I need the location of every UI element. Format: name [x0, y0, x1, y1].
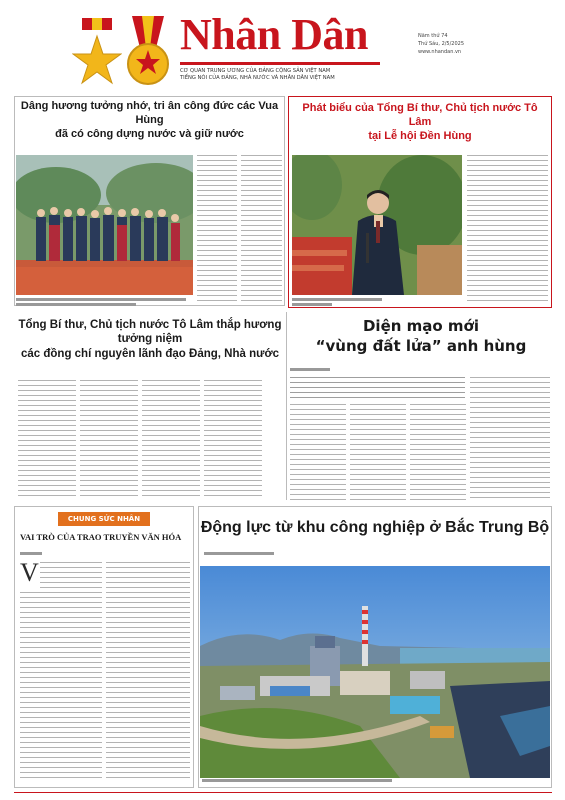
text-column	[40, 562, 102, 588]
text-column	[20, 592, 102, 780]
text-column	[410, 404, 466, 500]
issue-number: Năm thứ 74	[418, 33, 448, 39]
text-column	[467, 155, 548, 303]
title-rule	[180, 62, 380, 65]
speaker-photo	[292, 155, 462, 295]
masthead-subtitle	[180, 68, 385, 82]
text-column	[80, 380, 138, 500]
ceremony-photo-caption	[16, 297, 193, 306]
section-badge: CHUNG SỨC NHÂN	[58, 512, 150, 526]
page-bottom-rule	[14, 792, 552, 793]
article-industry-headline[interactable]: Động lực từ khu công nghiệp ở Bắc Trung Bộ	[200, 519, 550, 536]
speaker-photo-caption	[292, 297, 412, 306]
industrial-park-photo	[200, 566, 550, 778]
headline-line-1: Phát biểu của Tổng Bí thư, Chủ tịch nước Tô Lâm	[302, 102, 538, 128]
dropcap: V	[20, 558, 39, 587]
text-column	[241, 155, 282, 303]
article-culture-headline[interactable]: VAI TRÒ CỦA TRAO TRUYỀN VĂN HÓA	[20, 532, 182, 542]
lead-paragraph	[290, 377, 465, 399]
text-column	[18, 380, 76, 500]
gold-star-emblem-icon	[72, 16, 122, 86]
subtitle-line-1: CƠ QUAN TRUNG ƯƠNG CỦA ĐẢNG CỘNG SẢN VIỆT NAM	[180, 68, 331, 74]
text-column	[204, 380, 262, 500]
article-hung-kings-headline[interactable]	[16, 100, 283, 141]
text-column	[350, 404, 406, 500]
issue-info	[418, 32, 548, 56]
masthead	[0, 0, 565, 98]
industrial-park-photo-caption	[202, 779, 402, 782]
byline	[204, 552, 274, 555]
headline-line-2: “vùng đất lửa” anh hùng	[315, 337, 527, 356]
text-column	[470, 377, 550, 500]
headline-line-2: tại Lễ hội Đền Hùng	[368, 129, 472, 142]
issue-date: Thứ Sáu, 2/5/2025	[418, 41, 465, 47]
headline-line-2: các đồng chí nguyên lãnh đạo Đảng, Nhà nước	[20, 347, 280, 360]
text-column	[290, 404, 346, 500]
article-incense-headline[interactable]	[16, 318, 284, 361]
headline-line-2: đã có công dựng nước và giữ nước	[55, 127, 244, 140]
website: www.nhandan.vn	[418, 49, 462, 55]
article-new-look-headline[interactable]	[290, 316, 552, 357]
text-column	[106, 562, 190, 780]
medal-emblem-icon	[126, 14, 170, 90]
article-speech-headline[interactable]	[290, 102, 550, 143]
ceremony-photo	[16, 155, 193, 295]
newspaper-title: Nhân Dân	[180, 10, 368, 59]
headline-line-1: Diện mạo mới	[362, 317, 480, 335]
text-column	[142, 380, 200, 500]
headline-line-1: Tổng Bí thư, Chủ tịch nước Tô Lâm thắp hương tưởng niệm	[18, 319, 282, 346]
subtitle-line-2: TIẾNG NÓI CỦA ĐẢNG, NHÀ NƯỚC VÀ NHÂN DÂN VIỆT NAM	[180, 75, 335, 81]
text-column	[197, 155, 237, 303]
byline	[20, 552, 42, 555]
column-divider	[286, 312, 287, 500]
headline-line-1: Dâng hương tưởng nhớ, tri ân công đức các Vua Hùng	[20, 100, 279, 126]
byline	[290, 368, 330, 371]
